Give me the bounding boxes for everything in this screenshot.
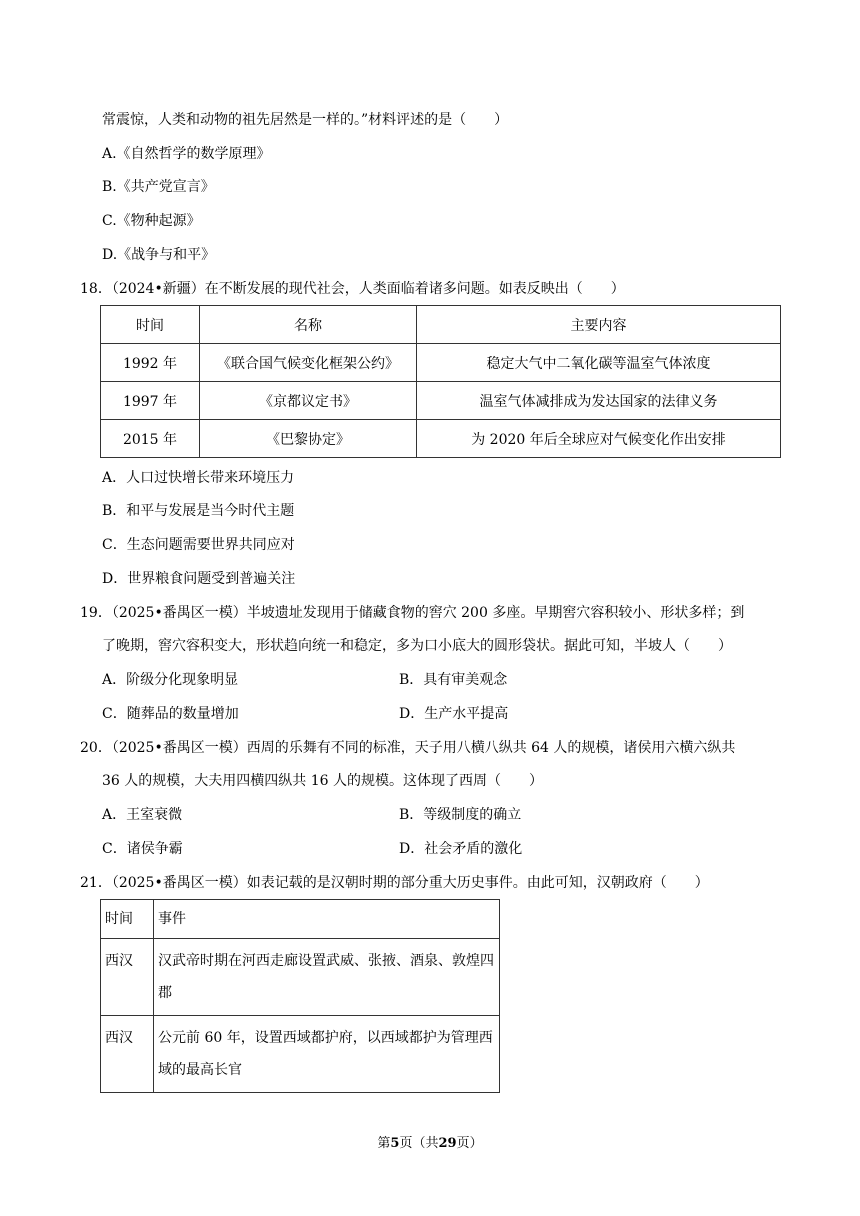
q21-cell: 汉武帝时期在河西走廊设置武威、张掖、酒泉、敦煌四郡: [154, 939, 500, 1016]
page-footer: [0, 1132, 860, 1151]
q20-option-a: A．王室衰微: [102, 807, 183, 823]
q21-cell: 西汉: [101, 939, 154, 1016]
q18-table: [100, 305, 781, 458]
table-row: [101, 1016, 500, 1093]
table-row: [101, 420, 781, 458]
q17-option-a: A.《自然哲学的数学原理》: [102, 146, 271, 162]
q20-option-c: C．诸侯争霸: [102, 841, 183, 857]
q18-cell: 《京都议定书》: [200, 382, 417, 420]
q18-cell: 2015 年: [101, 420, 200, 458]
q18-option-b: B．和平与发展是当今时代主题: [102, 503, 295, 519]
q18-header-name: 名称: [200, 306, 417, 344]
q19-option-b: B．具有审美观念: [399, 672, 508, 688]
q18-cell: 《联合国气候变化框架公约》: [200, 344, 417, 382]
table-row: [101, 344, 781, 382]
q21-cell: 公元前 60 年，设置西域都护府，以西域都护为管理西域的最高长官: [154, 1016, 500, 1093]
q17-option-c: C.《物种起源》: [102, 213, 201, 229]
footer-pre: 第: [377, 1136, 391, 1151]
q21-table: [100, 899, 500, 1093]
footer-page-number: 5: [390, 1136, 400, 1151]
q20-option-b: B．等级制度的确立: [399, 807, 522, 823]
q18-option-c: C．生态问题需要世界共同应对: [102, 537, 295, 553]
table-row: [101, 382, 781, 420]
q18-header-content: 主要内容: [417, 306, 781, 344]
q18-cell: 《巴黎协定》: [200, 420, 417, 458]
q20-stem-line2: 36 人的规模，大夫用四横四纵共 16 人的规模。这体现了西周（ ）: [102, 773, 543, 789]
q18-cell: 1997 年: [101, 382, 200, 420]
q19-stem-line2: 了晚期，窖穴容积变大，形状趋向统一和稳定，多为口小底大的圆形袋状。据此可知，半坡人（ ）: [102, 638, 732, 654]
q19-stem-line1: 19．（2025•番禺区一模）半坡遗址发现用于储藏食物的窖穴 200 多座。早期窖穴容积较小、形状多样；到: [80, 605, 745, 621]
q21-header-event: 事件: [154, 900, 500, 939]
q18-cell: 温室气体减排成为发达国家的法律义务: [417, 382, 781, 420]
q18-option-a: A．人口过快增长带来环境压力: [102, 470, 295, 486]
q20-option-d: D．社会矛盾的激化: [399, 841, 523, 857]
q18-cell: 稳定大气中二氧化碳等温室气体浓度: [417, 344, 781, 382]
footer-mid: 页（共: [399, 1136, 439, 1151]
footer-total-pages: 29: [438, 1136, 457, 1151]
q17-option-b: B.《共产党宣言》: [102, 179, 215, 195]
q17-option-d: D.《战争与和平》: [102, 247, 216, 263]
q21-stem: 21．（2025•番禺区一模）如表记载的是汉朝时期的部分重大历史事件。由此可知，汉朝政府（ ）: [80, 875, 709, 891]
q18-option-d: D．世界粮食问题受到普遍关注: [102, 571, 296, 587]
q18-cell: 为 2020 年后全球应对气候变化作出安排: [417, 420, 781, 458]
q18-header-time: 时间: [101, 306, 200, 344]
q21-header-time: 时间: [101, 900, 154, 939]
q19-option-a: A．阶级分化现象明显: [102, 672, 239, 688]
q18-stem: 18．（2024•新疆）在不断发展的现代社会，人类面临着诸多问题。如表反映出（ ）: [80, 281, 625, 297]
table-row: [101, 939, 500, 1016]
q21-cell: 西汉: [101, 1016, 154, 1093]
q19-option-d: D．生产水平提高: [399, 706, 509, 722]
q18-cell: 1992 年: [101, 344, 200, 382]
q20-stem-line1: 20．（2025•番禺区一模）西周的乐舞有不同的标准，天子用八横八纵共 64 人的规模，诸侯用六横六纵共: [80, 740, 736, 756]
q17-stem-tail: 常震惊，人类和动物的祖先居然是一样的。”材料评述的是（ ）: [102, 112, 509, 128]
q19-option-c: C．随葬品的数量增加: [102, 706, 239, 722]
footer-post: 页）: [456, 1136, 483, 1151]
